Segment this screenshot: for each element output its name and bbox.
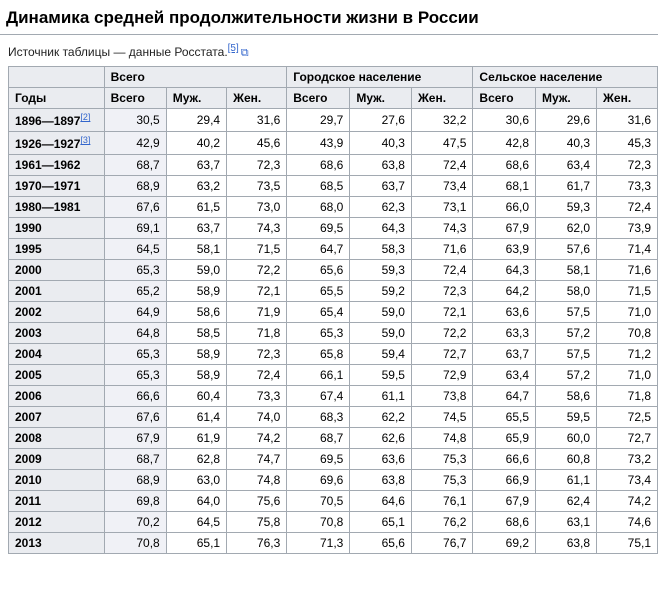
- row-header-year: 2006: [9, 386, 105, 407]
- cell-total-female: 76,3: [227, 533, 287, 554]
- cell-rural-male: 57,5: [536, 344, 597, 365]
- table-row: [9, 491, 658, 512]
- cell-total-male: 63,2: [166, 176, 226, 197]
- table-row: [9, 512, 658, 533]
- cell-urban-female: 74,8: [411, 428, 472, 449]
- cell-urban-all: 68,3: [287, 407, 350, 428]
- cell-total-all: 64,8: [104, 323, 166, 344]
- row-header-year: 2001: [9, 281, 105, 302]
- cell-rural-male: 62,4: [536, 491, 597, 512]
- table-head: [9, 67, 658, 109]
- cell-rural-male: 62,0: [536, 218, 597, 239]
- table-row: [9, 323, 658, 344]
- table-row: [9, 239, 658, 260]
- table-row: [9, 155, 658, 176]
- cell-rural-all: 68,1: [473, 176, 536, 197]
- cell-total-all: 70,8: [104, 533, 166, 554]
- cell-total-female: 72,3: [227, 155, 287, 176]
- cell-total-male: 62,8: [166, 449, 226, 470]
- external-link-icon[interactable]: ⧉: [240, 47, 249, 60]
- cell-urban-female: 32,2: [411, 109, 472, 132]
- row-header-year: 2008: [9, 428, 105, 449]
- row-header-year: 1995: [9, 239, 105, 260]
- column-header-total-all: Всего: [104, 88, 166, 109]
- cell-urban-male: 63,8: [350, 470, 412, 491]
- table-body: [9, 109, 658, 554]
- row-header-year: 2010: [9, 470, 105, 491]
- row-header-year: 1990: [9, 218, 105, 239]
- cell-total-male: 58,6: [166, 302, 226, 323]
- cell-rural-female: 73,9: [597, 218, 658, 239]
- cell-rural-all: 64,3: [473, 260, 536, 281]
- table-row: [9, 344, 658, 365]
- source-reference-link[interactable]: [5]: [227, 43, 239, 55]
- cell-urban-male: 64,6: [350, 491, 412, 512]
- cell-total-all: 65,3: [104, 344, 166, 365]
- cell-rural-female: 75,1: [597, 533, 658, 554]
- cell-rural-male: 61,7: [536, 176, 597, 197]
- cell-rural-all: 42,8: [473, 132, 536, 155]
- table-row: [9, 260, 658, 281]
- cell-urban-all: 65,8: [287, 344, 350, 365]
- cell-rural-female: 71,0: [597, 365, 658, 386]
- cell-total-male: 63,0: [166, 470, 226, 491]
- cell-urban-male: 65,6: [350, 533, 412, 554]
- column-header-total-female: Жен.: [227, 88, 287, 109]
- cell-urban-male: 58,3: [350, 239, 412, 260]
- cell-rural-male: 60,0: [536, 428, 597, 449]
- cell-total-all: 67,9: [104, 428, 166, 449]
- cell-rural-male: 58,1: [536, 260, 597, 281]
- cell-rural-male: 60,8: [536, 449, 597, 470]
- cell-total-female: 74,3: [227, 218, 287, 239]
- cell-urban-female: 76,2: [411, 512, 472, 533]
- cell-rural-male: 59,3: [536, 197, 597, 218]
- group-header-urban: Городское население: [287, 67, 473, 88]
- group-header-total: Всего: [104, 67, 287, 88]
- cell-rural-male: 57,2: [536, 323, 597, 344]
- cell-urban-female: 72,4: [411, 155, 472, 176]
- cell-total-all: 65,3: [104, 260, 166, 281]
- cell-total-female: 73,0: [227, 197, 287, 218]
- cell-rural-male: 57,2: [536, 365, 597, 386]
- cell-urban-all: 67,4: [287, 386, 350, 407]
- cell-rural-all: 67,9: [473, 218, 536, 239]
- cell-urban-male: 59,4: [350, 344, 412, 365]
- cell-urban-female: 76,1: [411, 491, 472, 512]
- row-header-year: 1926—1927[3]: [9, 132, 105, 155]
- cell-total-all: 68,9: [104, 176, 166, 197]
- cell-rural-all: 69,2: [473, 533, 536, 554]
- column-header-rural-female: Жен.: [597, 88, 658, 109]
- group-header-rural: Сельское население: [473, 67, 658, 88]
- column-header-year: Годы: [9, 88, 105, 109]
- life-expectancy-table: [8, 66, 658, 554]
- cell-rural-female: 71,8: [597, 386, 658, 407]
- cell-total-all: 67,6: [104, 197, 166, 218]
- cell-total-all: 70,2: [104, 512, 166, 533]
- cell-total-male: 59,0: [166, 260, 226, 281]
- cell-rural-female: 45,3: [597, 132, 658, 155]
- cell-urban-all: 65,6: [287, 260, 350, 281]
- group-header-years: [9, 67, 105, 88]
- cell-urban-all: 70,8: [287, 512, 350, 533]
- cell-rural-female: 71,5: [597, 281, 658, 302]
- cell-urban-female: 72,1: [411, 302, 472, 323]
- cell-urban-all: 65,4: [287, 302, 350, 323]
- cell-urban-female: 71,6: [411, 239, 472, 260]
- page-title: Динамика средней продолжительности жизни в России: [0, 0, 658, 35]
- cell-urban-female: 72,4: [411, 260, 472, 281]
- table-row: [9, 197, 658, 218]
- cell-urban-female: 73,8: [411, 386, 472, 407]
- cell-rural-female: 73,4: [597, 470, 658, 491]
- column-header-rural-all: Всего: [473, 88, 536, 109]
- cell-urban-male: 62,6: [350, 428, 412, 449]
- cell-urban-all: 69,5: [287, 218, 350, 239]
- cell-rural-female: 71,2: [597, 344, 658, 365]
- cell-rural-all: 63,7: [473, 344, 536, 365]
- cell-total-all: 65,3: [104, 365, 166, 386]
- row-header-year: 2007: [9, 407, 105, 428]
- cell-urban-male: 40,3: [350, 132, 412, 155]
- cell-urban-all: 65,3: [287, 323, 350, 344]
- row-reference-link[interactable]: [2]: [80, 112, 91, 123]
- row-header-year: 2000: [9, 260, 105, 281]
- cell-total-all: 64,9: [104, 302, 166, 323]
- cell-total-all: 68,9: [104, 470, 166, 491]
- cell-urban-male: 65,1: [350, 512, 412, 533]
- cell-rural-all: 65,5: [473, 407, 536, 428]
- cell-total-male: 65,1: [166, 533, 226, 554]
- cell-rural-male: 58,0: [536, 281, 597, 302]
- cell-total-female: 75,8: [227, 512, 287, 533]
- cell-urban-all: 69,6: [287, 470, 350, 491]
- cell-total-female: 72,4: [227, 365, 287, 386]
- table-row: [9, 281, 658, 302]
- cell-urban-all: 68,6: [287, 155, 350, 176]
- cell-total-female: 73,5: [227, 176, 287, 197]
- cell-rural-female: 31,6: [597, 109, 658, 132]
- cell-total-female: 75,6: [227, 491, 287, 512]
- cell-total-male: 64,0: [166, 491, 226, 512]
- cell-rural-all: 66,6: [473, 449, 536, 470]
- group-header-row: [9, 67, 658, 88]
- cell-total-female: 74,7: [227, 449, 287, 470]
- cell-total-female: 31,6: [227, 109, 287, 132]
- cell-rural-male: 61,1: [536, 470, 597, 491]
- cell-rural-male: 58,6: [536, 386, 597, 407]
- cell-urban-female: 72,3: [411, 281, 472, 302]
- cell-total-all: 67,6: [104, 407, 166, 428]
- row-reference-link[interactable]: [3]: [80, 135, 91, 146]
- cell-total-all: 68,7: [104, 449, 166, 470]
- cell-total-male: 61,5: [166, 197, 226, 218]
- cell-total-female: 74,0: [227, 407, 287, 428]
- cell-urban-male: 59,0: [350, 302, 412, 323]
- cell-urban-male: 27,6: [350, 109, 412, 132]
- cell-rural-female: 74,6: [597, 512, 658, 533]
- cell-total-male: 64,5: [166, 512, 226, 533]
- cell-rural-all: 64,2: [473, 281, 536, 302]
- row-header-year: 2005: [9, 365, 105, 386]
- cell-total-all: 65,2: [104, 281, 166, 302]
- cell-rural-all: 66,0: [473, 197, 536, 218]
- cell-total-female: 45,6: [227, 132, 287, 155]
- column-header-urban-female: Жен.: [411, 88, 472, 109]
- cell-total-all: 69,1: [104, 218, 166, 239]
- row-header-year: 2004: [9, 344, 105, 365]
- cell-urban-female: 75,3: [411, 449, 472, 470]
- cell-urban-all: 65,5: [287, 281, 350, 302]
- cell-rural-female: 73,2: [597, 449, 658, 470]
- cell-rural-female: 73,3: [597, 176, 658, 197]
- cell-urban-female: 73,4: [411, 176, 472, 197]
- table-row: [9, 302, 658, 323]
- row-header-year: 2002: [9, 302, 105, 323]
- row-header-year: 2012: [9, 512, 105, 533]
- row-header-year: 2013: [9, 533, 105, 554]
- cell-rural-all: 64,7: [473, 386, 536, 407]
- cell-rural-female: 72,4: [597, 197, 658, 218]
- cell-total-female: 71,8: [227, 323, 287, 344]
- table-row: [9, 218, 658, 239]
- table-source-note: [0, 35, 658, 66]
- row-header-year: 1896—1897[2]: [9, 109, 105, 132]
- cell-urban-female: 76,7: [411, 533, 472, 554]
- cell-rural-male: 63,4: [536, 155, 597, 176]
- cell-total-male: 58,9: [166, 344, 226, 365]
- row-header-year: 2003: [9, 323, 105, 344]
- cell-rural-all: 68,6: [473, 512, 536, 533]
- cell-urban-male: 63,7: [350, 176, 412, 197]
- cell-total-all: 66,6: [104, 386, 166, 407]
- cell-total-all: 64,5: [104, 239, 166, 260]
- source-text: Источник таблицы — данные Росстата.: [8, 45, 228, 60]
- cell-urban-female: 72,2: [411, 323, 472, 344]
- cell-urban-male: 63,8: [350, 155, 412, 176]
- cell-urban-male: 59,2: [350, 281, 412, 302]
- cell-urban-female: 73,1: [411, 197, 472, 218]
- cell-urban-all: 68,0: [287, 197, 350, 218]
- cell-urban-male: 63,6: [350, 449, 412, 470]
- cell-rural-female: 72,5: [597, 407, 658, 428]
- cell-rural-female: 70,8: [597, 323, 658, 344]
- cell-urban-all: 71,3: [287, 533, 350, 554]
- cell-total-male: 29,4: [166, 109, 226, 132]
- table-row: [9, 533, 658, 554]
- cell-urban-all: 43,9: [287, 132, 350, 155]
- cell-urban-male: 61,1: [350, 386, 412, 407]
- table-row: [9, 365, 658, 386]
- cell-rural-female: 71,0: [597, 302, 658, 323]
- column-header-urban-all: Всего: [287, 88, 350, 109]
- cell-rural-all: 30,6: [473, 109, 536, 132]
- row-header-year: 2009: [9, 449, 105, 470]
- cell-urban-male: 59,3: [350, 260, 412, 281]
- cell-urban-female: 72,7: [411, 344, 472, 365]
- cell-urban-male: 62,3: [350, 197, 412, 218]
- cell-total-male: 61,4: [166, 407, 226, 428]
- cell-total-male: 58,9: [166, 281, 226, 302]
- cell-rural-all: 63,9: [473, 239, 536, 260]
- cell-rural-male: 57,6: [536, 239, 597, 260]
- cell-urban-female: 74,3: [411, 218, 472, 239]
- cell-urban-male: 64,3: [350, 218, 412, 239]
- cell-urban-all: 68,7: [287, 428, 350, 449]
- cell-urban-all: 66,1: [287, 365, 350, 386]
- cell-rural-all: 63,3: [473, 323, 536, 344]
- row-header-year: 1970—1971: [9, 176, 105, 197]
- cell-urban-female: 75,3: [411, 470, 472, 491]
- table-row: [9, 109, 658, 132]
- cell-rural-all: 63,4: [473, 365, 536, 386]
- cell-rural-male: 59,5: [536, 407, 597, 428]
- cell-urban-all: 68,5: [287, 176, 350, 197]
- cell-rural-female: 71,4: [597, 239, 658, 260]
- cell-urban-all: 70,5: [287, 491, 350, 512]
- cell-urban-male: 59,5: [350, 365, 412, 386]
- cell-urban-male: 62,2: [350, 407, 412, 428]
- table-row: [9, 470, 658, 491]
- cell-total-female: 74,2: [227, 428, 287, 449]
- cell-urban-all: 69,5: [287, 449, 350, 470]
- cell-urban-female: 72,9: [411, 365, 472, 386]
- column-header-total-male: Муж.: [166, 88, 226, 109]
- cell-total-all: 42,9: [104, 132, 166, 155]
- cell-rural-female: 74,2: [597, 491, 658, 512]
- table-row: [9, 132, 658, 155]
- cell-urban-all: 29,7: [287, 109, 350, 132]
- cell-total-male: 58,5: [166, 323, 226, 344]
- cell-total-female: 74,8: [227, 470, 287, 491]
- cell-rural-all: 68,6: [473, 155, 536, 176]
- row-header-year: 2011: [9, 491, 105, 512]
- column-header-urban-male: Муж.: [350, 88, 412, 109]
- cell-total-male: 63,7: [166, 155, 226, 176]
- table-row: [9, 449, 658, 470]
- cell-urban-female: 74,5: [411, 407, 472, 428]
- cell-rural-male: 57,5: [536, 302, 597, 323]
- cell-total-male: 58,9: [166, 365, 226, 386]
- table-row: [9, 386, 658, 407]
- cell-total-female: 72,1: [227, 281, 287, 302]
- cell-total-all: 69,8: [104, 491, 166, 512]
- cell-rural-male: 63,8: [536, 533, 597, 554]
- cell-rural-female: 72,3: [597, 155, 658, 176]
- row-header-year: 1980—1981: [9, 197, 105, 218]
- cell-urban-male: 59,0: [350, 323, 412, 344]
- cell-total-male: 40,2: [166, 132, 226, 155]
- cell-urban-female: 47,5: [411, 132, 472, 155]
- cell-rural-female: 71,6: [597, 260, 658, 281]
- cell-total-male: 61,9: [166, 428, 226, 449]
- cell-total-male: 63,7: [166, 218, 226, 239]
- cell-total-female: 71,9: [227, 302, 287, 323]
- cell-rural-all: 65,9: [473, 428, 536, 449]
- row-header-year: 1961—1962: [9, 155, 105, 176]
- table-row: [9, 407, 658, 428]
- cell-rural-male: 40,3: [536, 132, 597, 155]
- cell-rural-female: 72,7: [597, 428, 658, 449]
- cell-total-all: 68,7: [104, 155, 166, 176]
- cell-total-female: 73,3: [227, 386, 287, 407]
- cell-rural-male: 63,1: [536, 512, 597, 533]
- sub-header-row: [9, 88, 658, 109]
- cell-total-female: 71,5: [227, 239, 287, 260]
- cell-total-female: 72,2: [227, 260, 287, 281]
- cell-total-male: 60,4: [166, 386, 226, 407]
- table-row: [9, 176, 658, 197]
- cell-rural-all: 67,9: [473, 491, 536, 512]
- cell-rural-all: 63,6: [473, 302, 536, 323]
- cell-urban-all: 64,7: [287, 239, 350, 260]
- cell-rural-male: 29,6: [536, 109, 597, 132]
- cell-total-female: 72,3: [227, 344, 287, 365]
- cell-total-all: 30,5: [104, 109, 166, 132]
- cell-total-male: 58,1: [166, 239, 226, 260]
- cell-rural-all: 66,9: [473, 470, 536, 491]
- table-row: [9, 428, 658, 449]
- column-header-rural-male: Муж.: [536, 88, 597, 109]
